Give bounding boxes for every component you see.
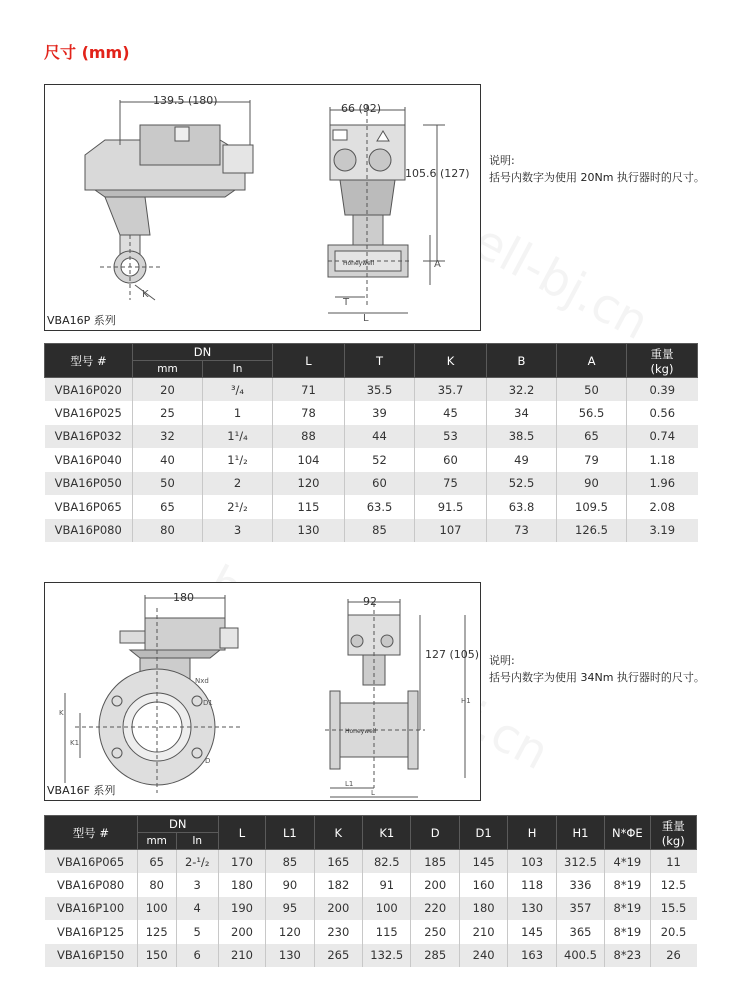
table-row	[45, 378, 698, 402]
table-cell: 6	[176, 944, 218, 968]
table-cell: 91	[363, 873, 411, 897]
table-cell: 50	[133, 472, 203, 496]
table-cell: 35.7	[415, 378, 487, 402]
table-cell: 125	[137, 920, 176, 944]
table-cell: 25	[133, 401, 203, 425]
model-cell: VBA16P040	[45, 448, 133, 472]
table-cell: 8*19	[605, 897, 650, 921]
table-cell: 400.5	[556, 944, 604, 968]
table-cell: 145	[508, 920, 556, 944]
table-cell: 240	[459, 944, 507, 968]
table-cell: 220	[411, 897, 459, 921]
weight-label: 重量	[650, 346, 674, 361]
table-cell: 50	[557, 378, 627, 402]
table-cell: 40	[133, 448, 203, 472]
vba16p-drawing	[44, 84, 481, 331]
header-col: L	[218, 816, 265, 850]
table-cell: 80	[133, 519, 203, 543]
table-cell: 60	[345, 472, 415, 496]
table-cell: 53	[415, 425, 487, 449]
table-cell: 56.5	[557, 401, 627, 425]
table-cell: 0.74	[627, 425, 698, 449]
header-col: L1	[266, 816, 314, 850]
table-cell: 200	[314, 897, 362, 921]
table-cell: 79	[557, 448, 627, 472]
model-cell: VBA16P020	[45, 378, 133, 402]
dim-label: L	[371, 789, 375, 797]
table-cell: 120	[273, 472, 345, 496]
table-cell: 130	[508, 897, 556, 921]
table-cell: 4*19	[605, 850, 650, 874]
header-mm: mm	[137, 833, 176, 850]
table-cell: ³/₄	[203, 378, 273, 402]
table-row	[45, 873, 697, 897]
table-cell: 104	[273, 448, 345, 472]
note-heading: 说明:	[489, 654, 515, 667]
figure-label: VBA16F 系列	[47, 784, 116, 797]
header-in: In	[176, 833, 218, 850]
dim-label: 92	[363, 595, 377, 608]
table-row	[45, 850, 697, 874]
header-in: In	[203, 361, 273, 378]
table-cell: 2.08	[627, 495, 698, 519]
table-cell: 52.5	[487, 472, 557, 496]
table-cell: 120	[266, 920, 314, 944]
figure-label: VBA16P 系列	[47, 314, 116, 327]
table-cell: 73	[487, 519, 557, 543]
table-cell: 115	[273, 495, 345, 519]
header-mm: mm	[133, 361, 203, 378]
table-cell: 365	[556, 920, 604, 944]
dim-label: Nxd	[195, 677, 209, 685]
table-cell: 100	[137, 897, 176, 921]
header-dn: DN	[133, 344, 273, 361]
table-cell: 65	[557, 425, 627, 449]
weight-unit: (kg)	[650, 361, 674, 376]
table-cell: 38.5	[487, 425, 557, 449]
table-cell: 5	[176, 920, 218, 944]
table-row	[45, 519, 698, 543]
table-cell: 3	[203, 519, 273, 543]
header-model: 型号 #	[45, 344, 133, 378]
table-row	[45, 448, 698, 472]
vba16f-drawing	[44, 582, 481, 801]
table-cell: 35.5	[345, 378, 415, 402]
model-cell: VBA16P032	[45, 425, 133, 449]
table-cell: 210	[218, 944, 265, 968]
header-col: H	[508, 816, 556, 850]
vba16p-dimension-table	[44, 343, 698, 542]
header-col: B	[487, 344, 557, 378]
header-col: N*ΦE	[605, 816, 650, 850]
table-cell: 250	[411, 920, 459, 944]
header-model: 型号 #	[45, 816, 138, 850]
dim-label: L	[363, 313, 369, 324]
table-cell: 65	[137, 850, 176, 874]
table-cell: 90	[557, 472, 627, 496]
model-cell: VBA16P065	[45, 495, 133, 519]
weight-label: 重量	[661, 818, 685, 833]
dim-label: D1	[203, 699, 213, 707]
table-cell: 3	[176, 873, 218, 897]
header-dn: DN	[137, 816, 218, 833]
table-cell: 45	[415, 401, 487, 425]
dim-label: 105.6 (127)	[405, 167, 470, 180]
model-cell: VBA16P025	[45, 401, 133, 425]
model-cell: VBA16P150	[45, 944, 138, 968]
table-cell: 165	[314, 850, 362, 874]
table-cell: 71	[273, 378, 345, 402]
table-cell: 100	[363, 897, 411, 921]
table-cell: 312.5	[556, 850, 604, 874]
table-cell: 180	[218, 873, 265, 897]
table-cell: 210	[459, 920, 507, 944]
model-cell: VBA16P065	[45, 850, 138, 874]
dim-label: 127 (105)	[425, 648, 480, 661]
model-cell: VBA16P080	[45, 519, 133, 543]
dim-label: K	[142, 289, 149, 300]
table-cell: 130	[266, 944, 314, 968]
table-cell: 1.18	[627, 448, 698, 472]
table-cell: 0.56	[627, 401, 698, 425]
table-cell: 336	[556, 873, 604, 897]
table-cell: 26	[650, 944, 696, 968]
table-cell: 65	[133, 495, 203, 519]
table-cell: 1¹/₄	[203, 425, 273, 449]
table-cell: 1¹/₂	[203, 448, 273, 472]
table-cell: 163	[508, 944, 556, 968]
model-cell: VBA16P100	[45, 897, 138, 921]
table-cell: 44	[345, 425, 415, 449]
vba16f-dimension-table	[44, 815, 697, 967]
table-cell: 15.5	[650, 897, 696, 921]
table-cell: 60	[415, 448, 487, 472]
table-cell: 103	[508, 850, 556, 874]
dim-label: 66 (92)	[341, 102, 382, 115]
table-cell: 130	[273, 519, 345, 543]
vba16p-drawing-svg	[45, 85, 481, 331]
table-cell: 20	[133, 378, 203, 402]
table-cell: 1	[203, 401, 273, 425]
table-cell: 91.5	[415, 495, 487, 519]
table-cell: 80	[137, 873, 176, 897]
table-cell: 2	[203, 472, 273, 496]
table-cell: 8*23	[605, 944, 650, 968]
brand-text: Honeywell	[343, 260, 375, 267]
header-col: D1	[459, 816, 507, 850]
header-col: A	[557, 344, 627, 378]
table-cell: 132.5	[363, 944, 411, 968]
vba16f-drawing-svg	[45, 583, 481, 801]
table-cell: 160	[459, 873, 507, 897]
table-cell: 170	[218, 850, 265, 874]
table-cell: 145	[459, 850, 507, 874]
table-cell: 0.39	[627, 378, 698, 402]
table-cell: 115	[363, 920, 411, 944]
note	[489, 152, 709, 186]
table-cell: 95	[266, 897, 314, 921]
model-cell: VBA16P125	[45, 920, 138, 944]
table-cell: 85	[345, 519, 415, 543]
header-col: T	[345, 344, 415, 378]
dim-label: 139.5 (180)	[153, 94, 218, 107]
note-heading: 说明:	[489, 154, 515, 167]
dim-label: L1	[345, 780, 354, 788]
header-weight	[650, 816, 696, 850]
table-cell: 182	[314, 873, 362, 897]
table-cell: 118	[508, 873, 556, 897]
model-cell: VBA16P080	[45, 873, 138, 897]
header-col: K	[314, 816, 362, 850]
table-row	[45, 944, 697, 968]
table-cell: 63.5	[345, 495, 415, 519]
table-cell: 357	[556, 897, 604, 921]
header-col: D	[411, 816, 459, 850]
table-cell: 230	[314, 920, 362, 944]
table-cell: 200	[411, 873, 459, 897]
brand-text: Honeywell	[345, 728, 377, 735]
table-cell: 1.96	[627, 472, 698, 496]
table-cell: 20.5	[650, 920, 696, 944]
table-cell: 90	[266, 873, 314, 897]
table-cell: 185	[411, 850, 459, 874]
table-cell: 180	[459, 897, 507, 921]
table-cell: 11	[650, 850, 696, 874]
table-cell: 265	[314, 944, 362, 968]
table-cell: 4	[176, 897, 218, 921]
table-row	[45, 920, 697, 944]
table-cell: 107	[415, 519, 487, 543]
header-col: H1	[556, 816, 604, 850]
model-cell: VBA16P050	[45, 472, 133, 496]
table-row	[45, 425, 698, 449]
dim-label: K1	[70, 739, 80, 747]
note-text: 括号内数字为使用 34Nm 执行器时的尺寸。	[489, 671, 705, 684]
table-row	[45, 401, 698, 425]
table-cell: 8*19	[605, 920, 650, 944]
table-cell: 150	[137, 944, 176, 968]
header-col: K1	[363, 816, 411, 850]
table-row	[45, 897, 697, 921]
table-row	[45, 495, 698, 519]
table-cell: 75	[415, 472, 487, 496]
note	[489, 652, 709, 686]
dim-label: T	[343, 297, 350, 308]
table-cell: 8*19	[605, 873, 650, 897]
header-weight	[627, 344, 698, 378]
table-cell: 190	[218, 897, 265, 921]
table-cell: 88	[273, 425, 345, 449]
table-cell: 49	[487, 448, 557, 472]
page-title: 尺寸 (mm)	[44, 43, 130, 62]
table-cell: 200	[218, 920, 265, 944]
dim-label: D	[205, 757, 211, 765]
dim-label: 180	[173, 591, 194, 604]
table-cell: 34	[487, 401, 557, 425]
dim-label: K	[59, 709, 64, 717]
note-text: 括号内数字为使用 20Nm 执行器时的尺寸。	[489, 171, 705, 184]
dim-label: A	[434, 259, 441, 270]
table-cell: 32.2	[487, 378, 557, 402]
table-cell: 82.5	[363, 850, 411, 874]
table-cell: 285	[411, 944, 459, 968]
table-cell: 126.5	[557, 519, 627, 543]
table-cell: 52	[345, 448, 415, 472]
table-cell: 109.5	[557, 495, 627, 519]
table-cell: 12.5	[650, 873, 696, 897]
header-col: L	[273, 344, 345, 378]
table-cell: 3.19	[627, 519, 698, 543]
header-col: K	[415, 344, 487, 378]
table-cell: 32	[133, 425, 203, 449]
table-cell: 2-¹/₂	[176, 850, 218, 874]
table-cell: 39	[345, 401, 415, 425]
table-cell: 85	[266, 850, 314, 874]
dim-label: H1	[461, 697, 471, 705]
table-row	[45, 472, 698, 496]
table-cell: 78	[273, 401, 345, 425]
weight-unit: (kg)	[661, 833, 685, 848]
table-cell: 2¹/₂	[203, 495, 273, 519]
table-cell: 63.8	[487, 495, 557, 519]
